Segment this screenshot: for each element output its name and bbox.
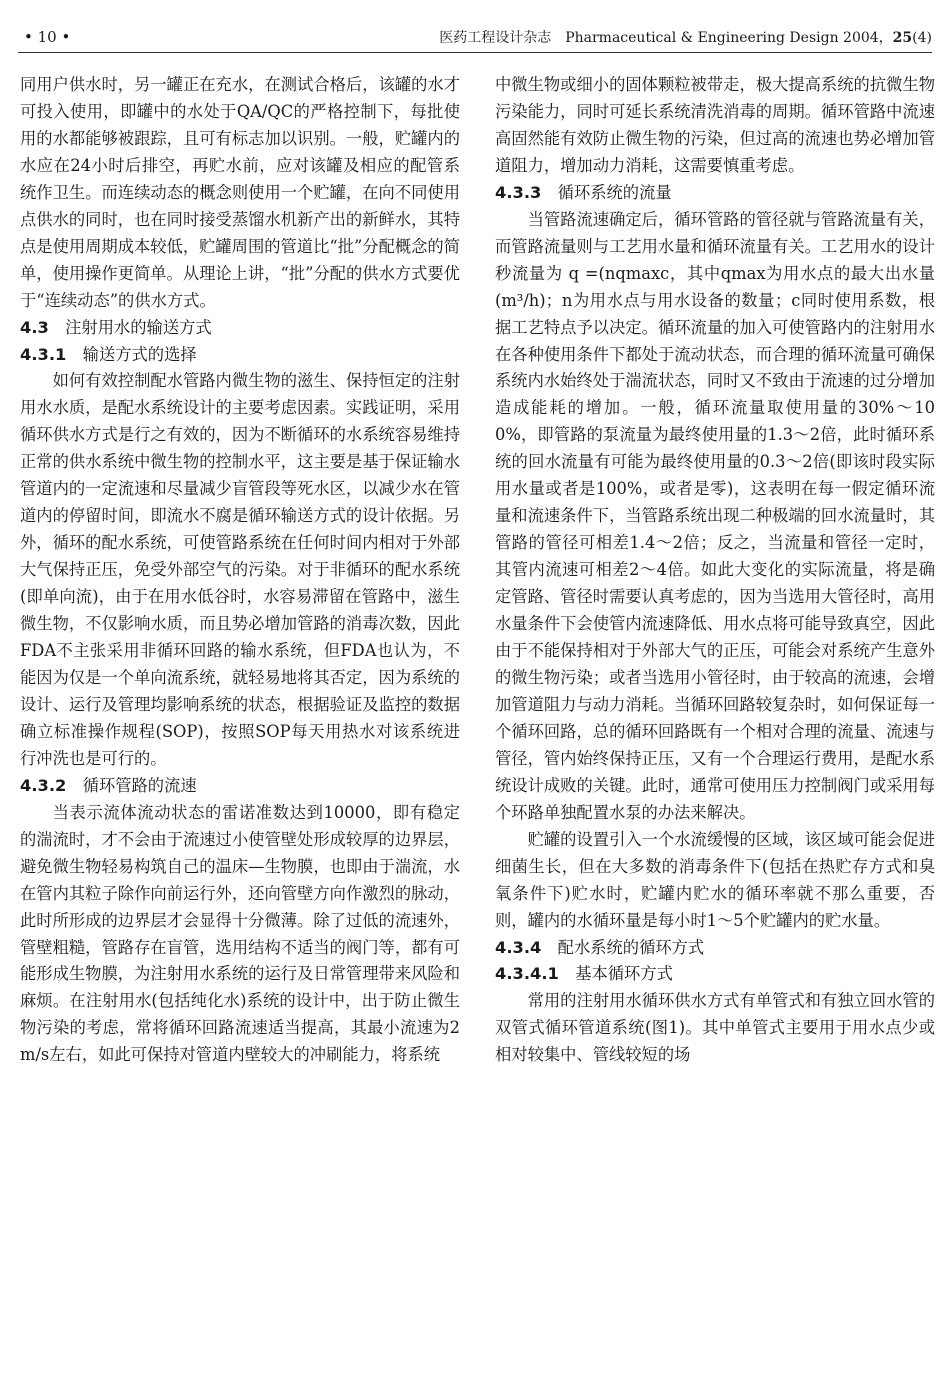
section-number: 4.3.1	[20, 344, 67, 364]
paragraph: 中微生物或细小的固体颗粒被带走，极大提高系统的抗微生物污染能力，同时可延长系统清洗消毒的周期。循环管路中流速高固然能有效防止微生物的污染，但过高的流速也势必增加管道阻力，增加动力消耗，这需要慎重考虑。	[495, 75, 935, 175]
section-heading-4-3	[20, 315, 460, 342]
section-title: 注射用水的输送方式	[65, 317, 212, 337]
running-header	[18, 22, 932, 53]
issue-number: (4)	[912, 30, 932, 46]
journal-title: 医药工程设计杂志 Pharmaceutical & Engineering Design 2004，	[439, 30, 893, 46]
section-heading-4-3-4-1	[495, 961, 935, 988]
volume-number: 25	[892, 30, 913, 46]
paragraph: 当表示流体流动状态的雷诺准数达到10000，即有稳定的湍流时，才不会由于流速过小使管壁处形成较厚的边界层，避免微生物轻易构筑自己的温床—生物膜，也即由于湍流，水在管内其粒子除作向前运行外，还向管壁方向作激烈的脉动，此时所形成的边界层才会显得十分微薄。除了过低的流速外，管壁粗糙，管路存在盲管，选用结构不适当的阀门等，都有可能形成生物膜，为注射用水系统的运行及日常管理带来风险和麻烦。在注射用水(包括纯化水)系统的设计中，出于防止微生物污染的考虑，常将循环回路流速适当提高，其最小流速为2m/s左右，如此可保持对管道内壁较大的冲刷能力，将系统	[20, 802, 460, 1065]
section-number: 4.3	[20, 317, 49, 337]
section-number: 4.3.3	[495, 182, 542, 202]
section-heading-4-3-3	[495, 180, 935, 207]
right-column	[495, 72, 935, 1069]
page-number: • 10 •	[24, 28, 71, 46]
section-title: 输送方式的选择	[82, 344, 197, 364]
paragraph: 同用户供水时，另一罐正在充水，在测试合格后，该罐的水才可投入使用，即罐中的水处于QA/QC的严格控制下，每批使用的水都能够被跟踪，且可有标志加以识别。一般，贮罐内的水应在24小时后排空，再贮水前，应对该罐及相应的配管系统作卫生。而连续动态的概念则使用一个贮罐，在向不同使用点供水的同时，也在同时接受蒸馏水机新产出的新鲜水，其特点是使用周期成本较低，贮罐周围的管道比“批”分配概念的简单，使用操作更简单。从理论上讲，“批”分配的供水方式要优于“连续动态”的供水方式。	[20, 75, 460, 310]
section-title: 配水系统的循环方式	[557, 937, 705, 957]
section-heading-4-3-2	[20, 773, 460, 800]
journal-citation	[439, 27, 932, 47]
left-column	[20, 72, 460, 1069]
paragraph: 如何有效控制配水管路内微生物的滋生、保持恒定的注射用水水质，是配水系统设计的主要考虑因素。实践证明，采用循环供水方式是行之有效的，因为不断循环的水系统容易维持正常的供水系统中微生物的控制水平，这主要是基于保证输水管道内的一定流速和尽量减少盲管段等死水区，以减少水在管道内的停留时间，即流水不腐是循环输送方式的设计依据。另外，循环的配水系统，可使管路系统在任何时间内相对于外部大气保持正压，免受外部空气的污染。对于非循环的配水系统(即单向流)，由于在用水低谷时，水容易滞留在管路中，滋生微生物，不仅影响水质，而且势必增加管路的消毒次数，因此FDA不主张采用非循环回路的输水系统，但FDA也认为，不能因为仅是一个单向流系统，就轻易地将其否定，因为系统的设计、运行及管理均影响系统的状态，根据验证及监控的数据确立标准操作规程(SOP)，按照SOP每天用热水对该系统进行冲洗也是可行的。	[20, 371, 460, 768]
section-heading-4-3-1	[20, 342, 460, 369]
paragraph: 贮罐的设置引入一个水流缓慢的区域，该区域可能会促进细菌生长，但在大多数的消毒条件下(包括在热贮存方式和臭氧条件下)贮水时，贮罐内贮水的循环率就不那么重要，否则，罐内的水循环量是每小时1～5个贮罐内的贮水量。	[495, 829, 935, 930]
section-title: 循环系统的流量	[557, 182, 672, 202]
paragraph: 常用的注射用水循环供水方式有单管式和有独立回水管的双管式循环管道系统(图1)。其中单管式主要用于用水点少或相对较集中、管线较短的场	[495, 991, 935, 1065]
section-heading-4-3-4	[495, 935, 935, 962]
section-number: 4.3.4.1	[495, 964, 559, 984]
section-number: 4.3.4	[495, 937, 542, 957]
section-title: 循环管路的流速	[82, 775, 197, 795]
section-title: 基本循环方式	[575, 964, 673, 984]
section-number: 4.3.2	[20, 775, 67, 795]
paragraph: 当管路流速确定后，循环管路的管径就与管路流量有关，而管路流量则与工艺用水量和循环流量有关。工艺用水的设计秒流量为 q =(nqmaxc，其中qmax为用水点的最大出水量(m³/h)；n为用水点与用水设备的数量；c同时使用系数，根据工艺特点予以决定。循环流量的加入可使管路内的注射用水在各种使用条件下都处于流动状态，而合理的循环流量可确保系统内水始终处于湍流状态，同时又不致由于流速的过分增加造成能耗的增加。一般，循环流量取使用量的30%～100%，即管路的泵流量为最终使用量的1.3～2倍，此时循环系统的回水流量有可能为最终使用量的0.3～2倍(即该时段实际用水量或者是100%，或者是零)，这表明在每一假定循环流量和流速条件下，当管路系统出现二种极端的回水流量时，其管路的管径可相差1.4～2倍；反之，当流量和管径一定时，其管内流速可相差2～4倍。如此大变化的实际流量，将是确定管路、管径时需要认真考虑的，因为当选用大管径时，高用水量条件下会使管内流速降低、用水点将可能导致真空，因此由于不能保持相对于外部大气的正压，可能会对系统产生意外的微生物污染；或者当选用小管径时，由于较高的流速，会增加管道阻力与动力消耗。当循环回路较复杂时，如何保证每一个循环回路，总的循环回路既有一个相对合理的流量、流速与管径，管内始终保持正压，又有一个合理运行费用，是配水系统设计成败的关键。此时，通常可使用压力控制阀门或采用每个环路单独配置水泵的办法来解决。	[495, 209, 935, 822]
